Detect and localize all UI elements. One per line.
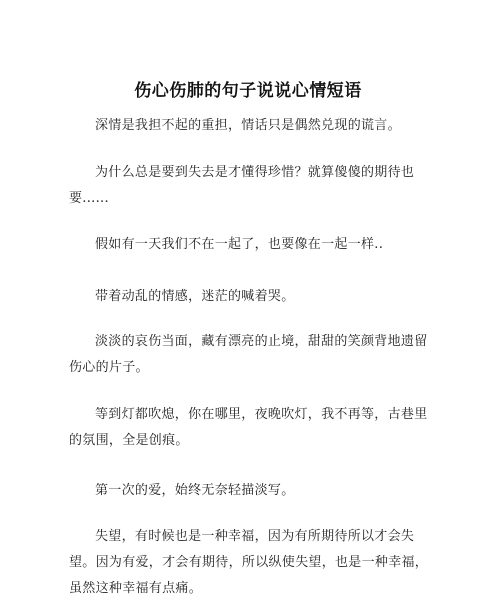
paragraph: 失望，有时候也是一种幸福，因为有所期待所以才会失望。因为有爱，才会有期待，所以纵使失望，也是一种幸福，虽然这种幸福有点痛。	[69, 529, 429, 596]
paragraph: 为什么总是要到失去是才懂得珍惜？就算傻傻的期待也要......	[69, 165, 415, 206]
paragraph: 等到灯都吹熄，你在哪里，夜晚吹灯，我不再等，古巷里的氛围，全是创痕。	[69, 407, 428, 448]
paragraph: 第一次的爱，始终无奈轻描淡写。	[95, 483, 295, 498]
paragraph: 假如有一天我们不在一起了，也要像在一起一样..	[95, 237, 384, 252]
document-title: 伤心伤肺的句子说说心情短语	[134, 81, 362, 101]
paragraph: 深情是我担不起的重担，情话只是偶然兑现的谎言。	[95, 118, 401, 133]
paragraph: 淡淡的哀伤当面，藏有漂亮的止境，甜甜的笑颜背地遗留伤心的片子。	[69, 334, 428, 375]
paragraph: 带着动乱的情感，迷茫的喊着哭。	[95, 289, 295, 304]
